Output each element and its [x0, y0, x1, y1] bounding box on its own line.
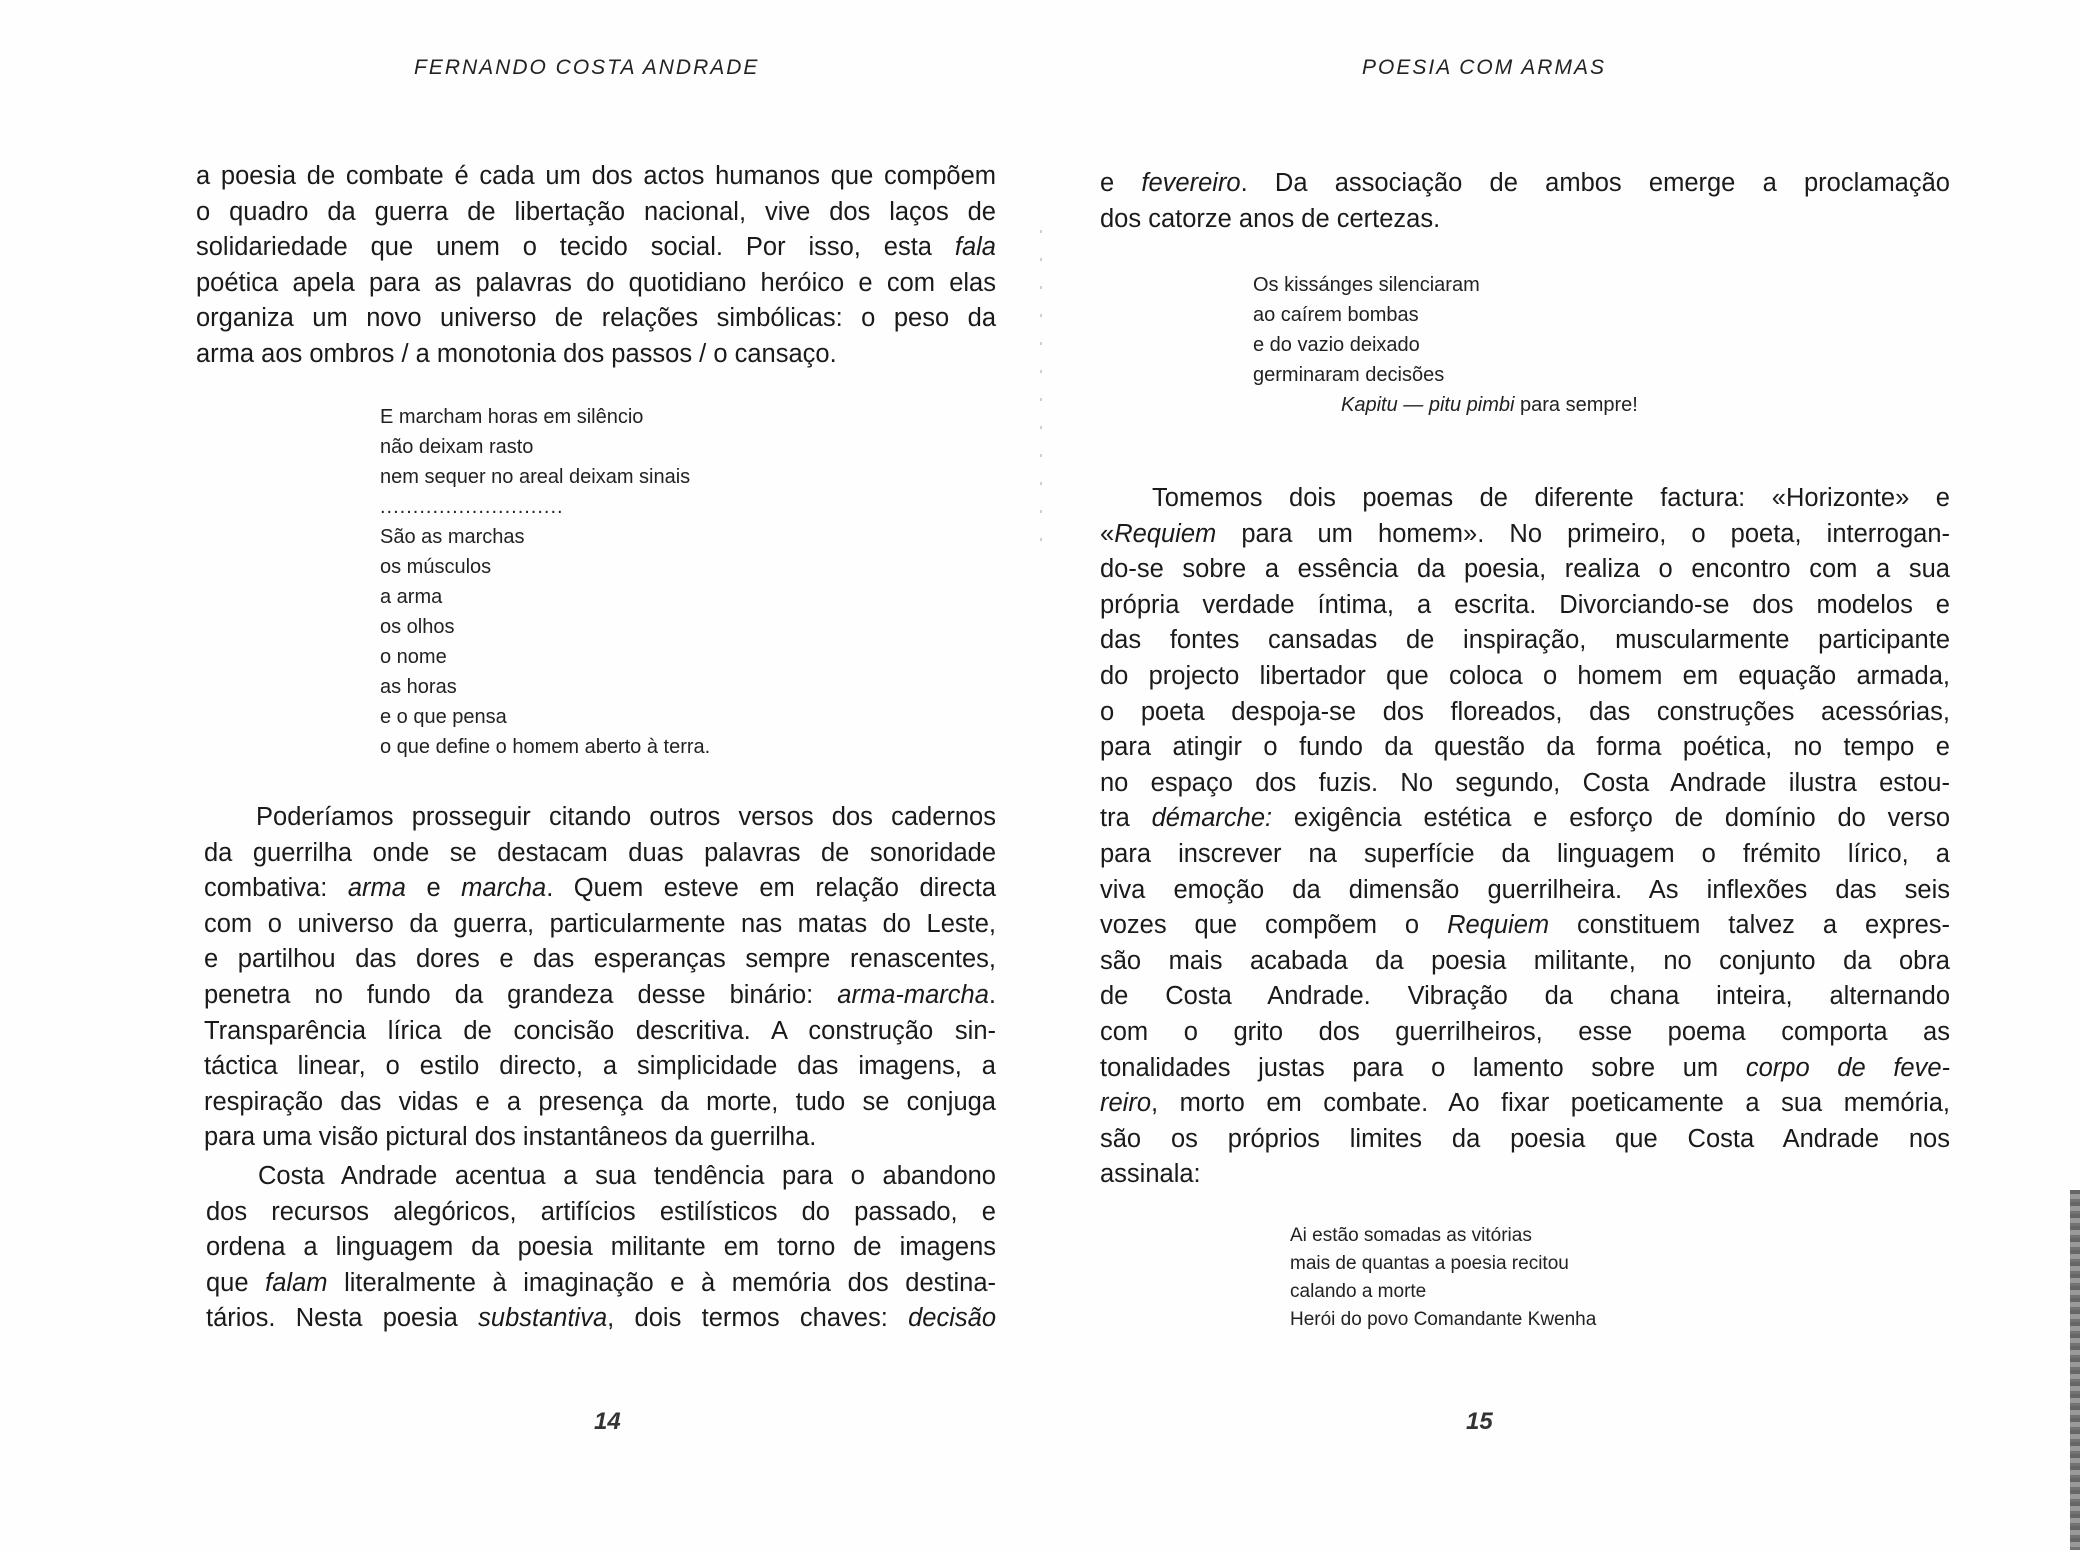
- text-line: são os próprios limites da poesia que Costa Andrade nos: [1100, 1124, 1950, 1153]
- right-paragraph-1: [1100, 166, 1950, 237]
- running-head-title: POESIA COM ARMAS: [1362, 56, 1606, 79]
- verse-line: germinaram decisões: [1253, 364, 1445, 386]
- text-line: ordena a linguagem da poesia militante em torno de imagens: [206, 1233, 996, 1262]
- left-verse-1: [380, 402, 710, 762]
- text-line: Costa Andrade acentua a sua tendência para o abandono: [258, 1162, 996, 1190]
- right-page: [1040, 0, 2080, 1552]
- text-line: tra démarche: exigência estética e esforço de domínio do verso: [1100, 804, 1951, 833]
- verse-line: os músculos: [380, 556, 492, 578]
- verse-line: nem sequer no areal deixam sinais: [380, 466, 691, 488]
- verse-line: e do vazio deixado: [1253, 334, 1420, 356]
- text-line: arma aos ombros / a monotonia dos passos / o cansaço.: [196, 339, 837, 368]
- text-line: com o universo da guerra, particularmente nas matas do Leste,: [204, 909, 996, 938]
- text-line: reiro, morto em combate. Ao fixar poeticamente a sua memória,: [1100, 1089, 1950, 1118]
- text-line: no espaço dos fuzis. No segundo, Costa Andrade ilustra estou-: [1100, 768, 1950, 797]
- text-line: de Costa Andrade. Vibração da chana inteira, alternando: [1100, 982, 1950, 1011]
- text-line: o poeta despoja-se dos floreados, das construções acessórias,: [1100, 697, 1950, 726]
- left-paragraph-3: [206, 1159, 996, 1337]
- verse-line: não deixam rasto: [380, 436, 534, 458]
- text-line: assinala:: [1100, 1160, 1201, 1189]
- text-line: para atingir o fundo da questão da forma poética, no tempo e: [1100, 733, 1950, 762]
- text-line: do projecto libertador que coloca o homem em equação armada,: [1100, 661, 1950, 690]
- text-line: e fevereiro. Da associação de ambos emerge a proclamação: [1100, 169, 1950, 197]
- verse-line: Os kissánges silenciaram: [1253, 274, 1480, 296]
- right-verse-1: [1253, 270, 1638, 420]
- text-line: Transparência lírica de concisão descritiva. A construção sin-: [204, 1016, 996, 1045]
- text-line: são mais acabada da poesia militante, no conjunto da obra: [1100, 946, 1950, 975]
- text-line: para uma visão pictural dos instantâneos da guerrilha.: [204, 1123, 817, 1152]
- text-line: a poesia de combate é cada um dos actos humanos que compõem: [196, 162, 996, 190]
- text-line: dos catorze anos de certezas.: [1100, 204, 1441, 233]
- verse-line: Herói do povo Comandante Kwenha: [1290, 1309, 1597, 1330]
- text-line: solidariedade que unem o tecido social. Por isso, esta fala: [196, 233, 996, 262]
- text-line: penetra no fundo da grandeza desse binário: arma-marcha.: [204, 980, 996, 1009]
- verse-line: e o que pensa: [380, 706, 507, 728]
- text-line: tonalidades justas para o lamento sobre um corpo de feve-: [1100, 1053, 1951, 1082]
- verse-refrain: Kapitu — pitu pimbi para sempre!: [1341, 394, 1638, 416]
- page-edge-shadow: [2070, 1190, 2080, 1550]
- text-line: táctica linear, o estilo directo, a simplicidade das imagens, a: [204, 1052, 996, 1081]
- verse-line: calando a morte: [1290, 1281, 1427, 1302]
- text-line: combativa: arma e marcha. Quem esteve em relação directa: [204, 874, 997, 903]
- right-paragraph-2: [1100, 481, 1950, 1193]
- text-line: e partilhou das dores e das esperanças sempre renascentes,: [204, 945, 996, 974]
- left-paragraph-2: [204, 800, 996, 1156]
- text-line: respiração das vidas e a presença da morte, tudo se conjuga: [204, 1087, 996, 1116]
- text-line: própria verdade íntima, a escrita. Divorciando-se dos modelos e: [1100, 590, 1950, 619]
- verse-ellipsis: ............................: [380, 496, 564, 518]
- page-number: 14: [594, 1408, 621, 1435]
- text-line: tários. Nesta poesia substantiva, dois termos chaves: decisão: [206, 1304, 997, 1333]
- text-line: viva emoção da dimensão guerrilheira. As inflexões das seis: [1100, 875, 1950, 904]
- text-line: poética apela para as palavras do quotidiano heróico e com elas: [196, 268, 996, 297]
- text-line: das fontes cansadas de inspiração, muscularmente participante: [1100, 626, 1950, 655]
- verse-line: a arma: [380, 586, 443, 608]
- page-number: 15: [1466, 1408, 1493, 1435]
- verse-line: São as marchas: [380, 526, 525, 548]
- text-line: Tomemos dois poemas de diferente factura: «Horizonte» e: [1152, 484, 1950, 512]
- verse-line: o nome: [380, 646, 447, 668]
- verse-line: mais de quantas a poesia recitou: [1290, 1253, 1569, 1274]
- text-line: para inscrever na superfície da linguagem o frémito lírico, a: [1100, 839, 1950, 868]
- text-line: que falam literalmente à imaginação e à memória dos destina-: [206, 1268, 996, 1297]
- verse-line: Ai estão somadas as vitórias: [1290, 1225, 1532, 1246]
- text-line: com o grito dos guerrilheiros, esse poema comporta as: [1100, 1017, 1950, 1046]
- right-verse-2: [1290, 1222, 1596, 1334]
- text-line: do-se sobre a essência da poesia, realiza o encontro com a sua: [1100, 555, 1950, 584]
- running-head-author: FERNANDO COSTA ANDRADE: [414, 56, 760, 79]
- verse-line: as horas: [380, 676, 457, 698]
- verse-line: os olhos: [380, 616, 455, 638]
- text-line: da guerrilha onde se destacam duas palavras de sonoridade: [204, 838, 996, 867]
- text-line: o quadro da guerra de libertação nacional, vive dos laços de: [196, 197, 996, 226]
- text-line: vozes que compõem o Requiem constituem talvez a expres-: [1100, 911, 1950, 940]
- verse-line: E marcham horas em silêncio: [380, 406, 644, 428]
- text-line: dos recursos alegóricos, artifícios estilísticos do passado, e: [206, 1197, 996, 1226]
- verse-line: ao caírem bombas: [1253, 304, 1419, 326]
- text-line: Poderíamos prosseguir citando outros versos dos cadernos: [256, 803, 996, 831]
- verse-line: o que define o homem aberto à terra.: [380, 736, 711, 758]
- text-line: «Requiem para um homem». No primeiro, o poeta, interrogan-: [1100, 519, 1950, 548]
- text-line: organiza um novo universo de relações simbólicas: o peso da: [196, 304, 996, 333]
- left-paragraph-1: [196, 159, 996, 373]
